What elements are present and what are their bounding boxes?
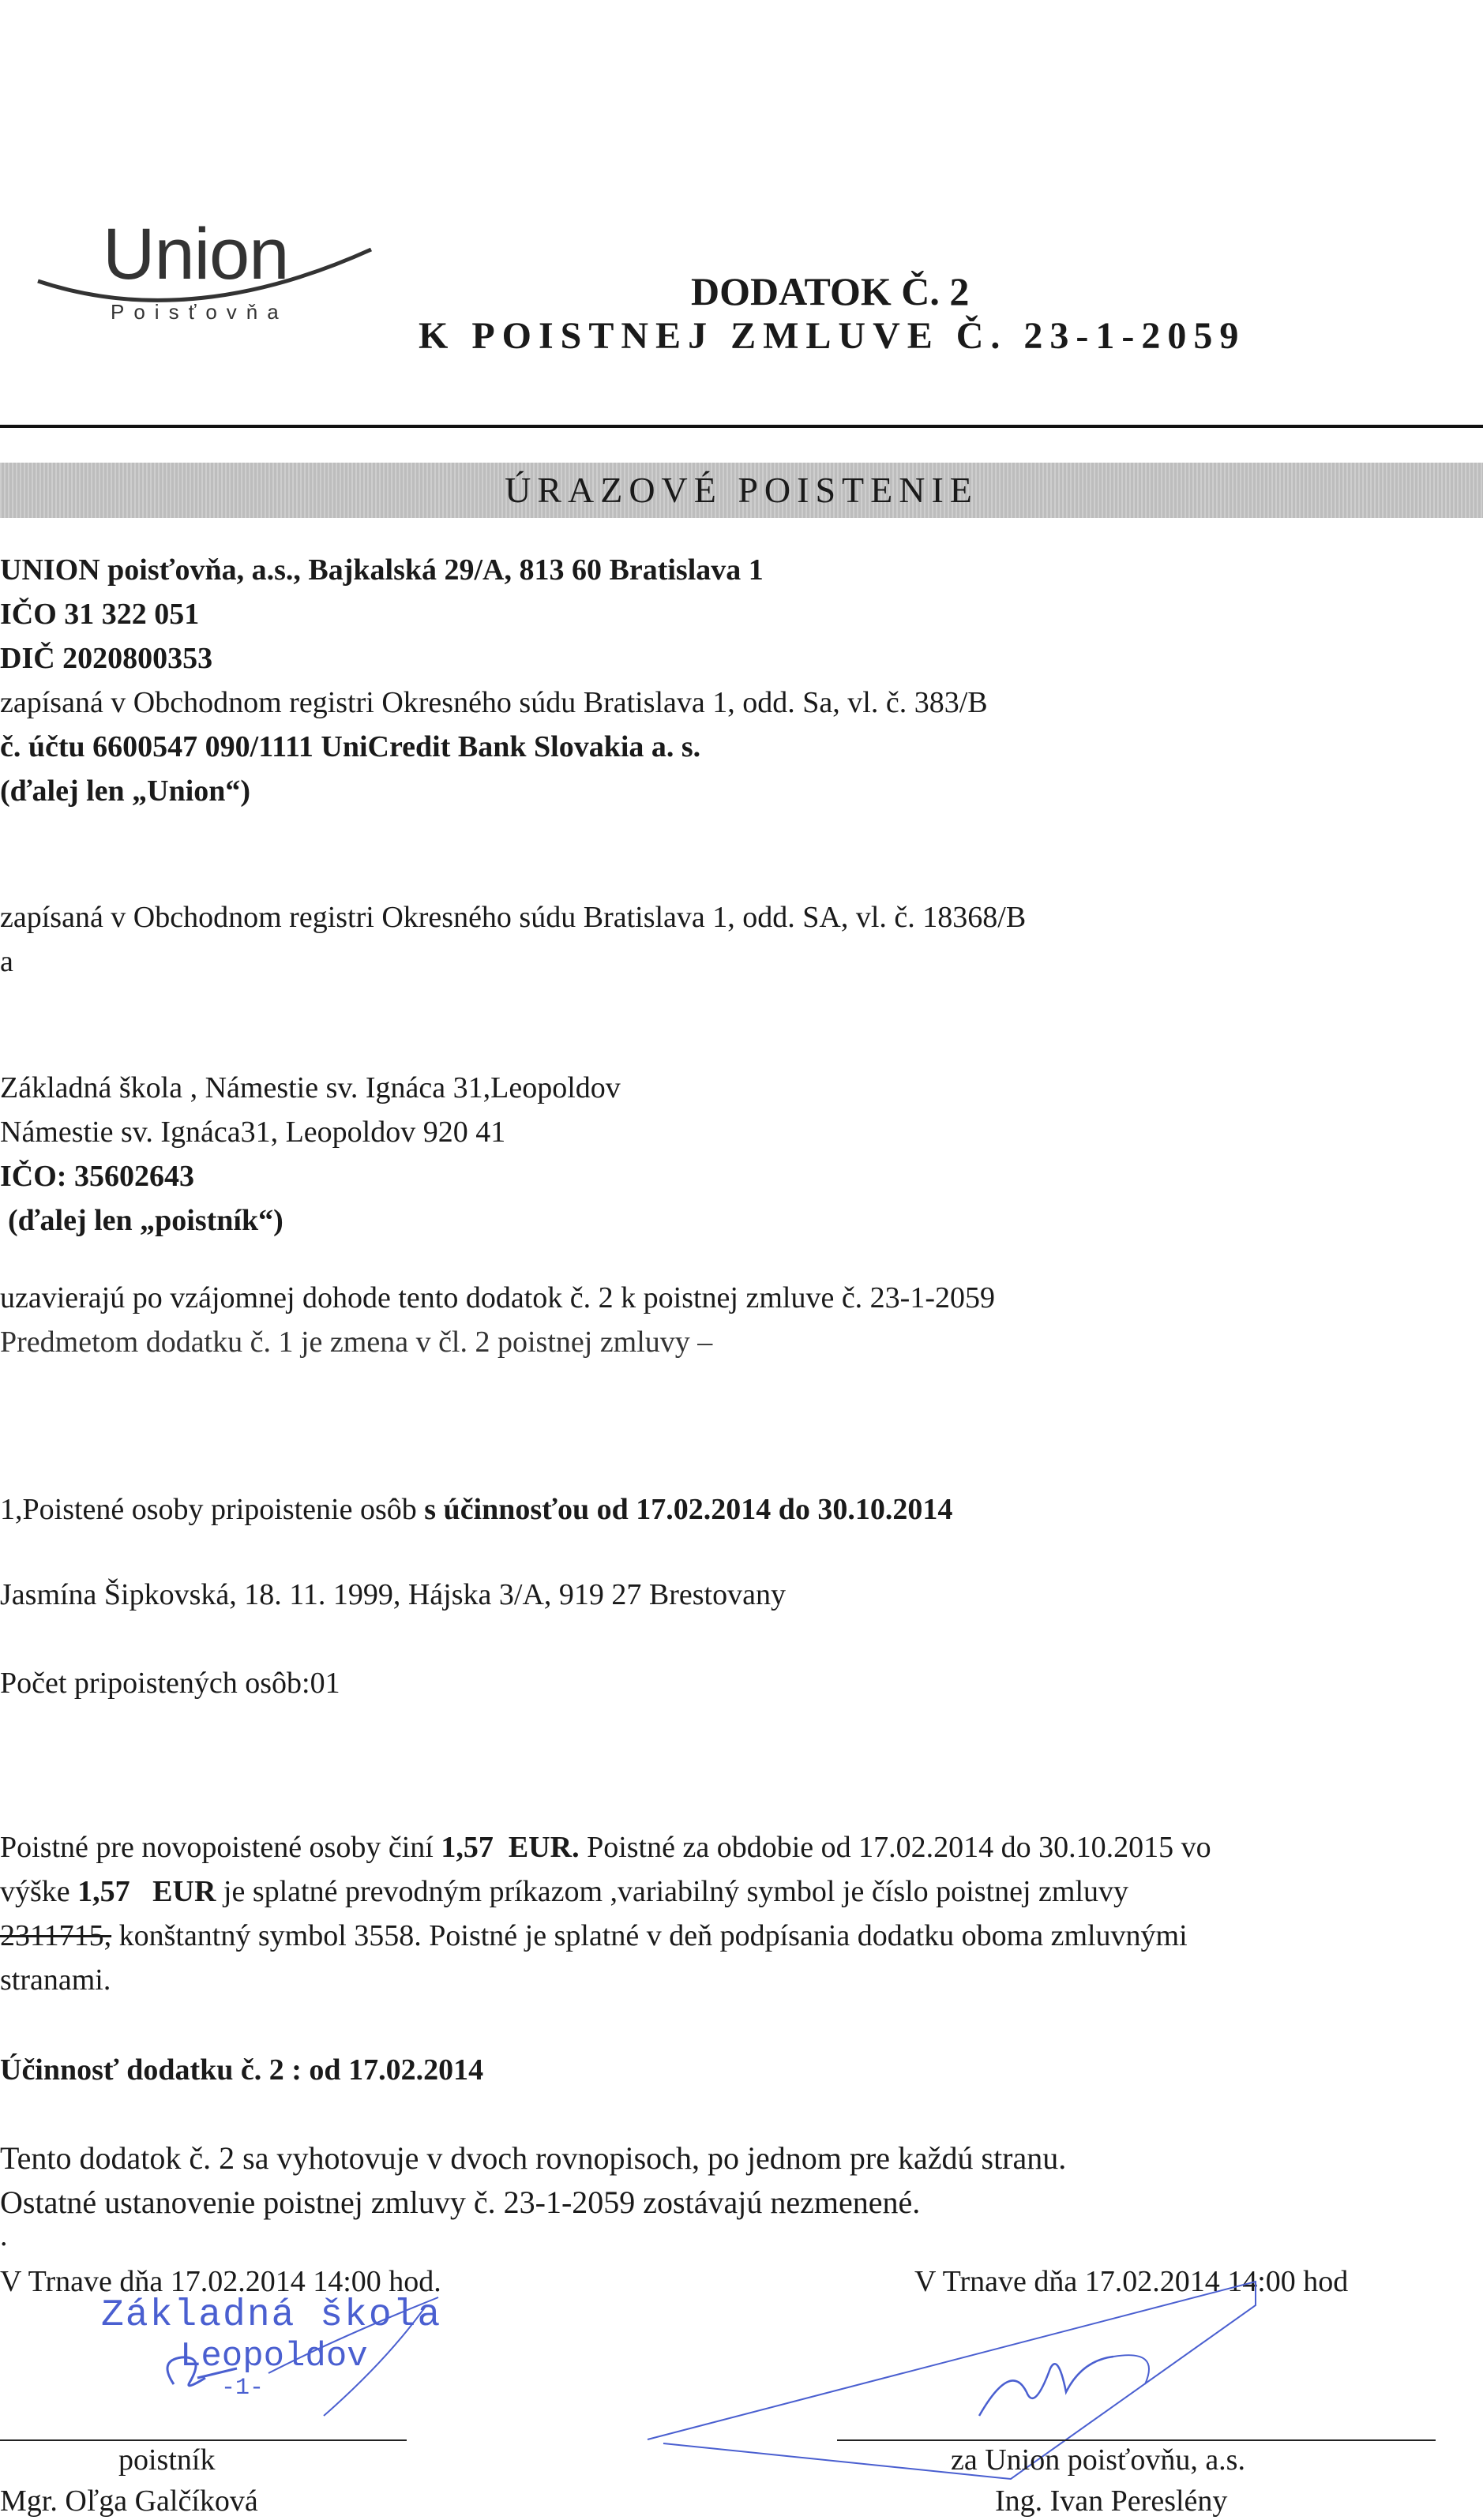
signatory-role-right: za Union poisťovňu, a.s. xyxy=(951,2443,1245,2477)
policyholder-address: Námestie sv. Ignáca31, Leopoldov 920 41 xyxy=(0,1116,506,1149)
handwritten-signature-left xyxy=(150,2289,450,2447)
insured-person: Jasmína Šipkovská, 18. 11. 1999, Hájska 3/A, 919 27 Brestovany xyxy=(0,1578,786,1611)
signature-line-left xyxy=(0,2439,407,2441)
union-logo xyxy=(32,213,379,347)
place-date-left: V Trnave dňa 17.02.2014 14:00 hod. xyxy=(0,2265,441,2298)
section-band-label: ÚRAZOVÉ POISTENIE xyxy=(505,470,978,510)
header-rule xyxy=(0,425,1483,428)
school-stamp-line-2: Leopoldov xyxy=(180,2337,368,2376)
closing-line-1: Tento dodatok č. 2 sa vyhotovuje v dvoch rovnopisoch, po jednom pre každú stranu. xyxy=(0,2140,1067,2176)
premium-line-4: stranami. xyxy=(0,1963,111,1997)
document-subtitle: K POISTNEJ ZMLUVE Č. 23-1-2059 xyxy=(419,315,1246,357)
place-date-right: V Trnave dňa 17.02.2014 14:00 hod xyxy=(914,2265,1349,2298)
premium-amount: 1,57 xyxy=(441,1831,494,1864)
insurer-dic: DIČ 2020800353 xyxy=(0,642,213,675)
stray-dot: . xyxy=(0,2219,8,2252)
premium-currency-2: EUR xyxy=(152,1875,216,1908)
item-1-prefix: 1,Poistené osoby pripoistenie osôb xyxy=(0,1493,417,1526)
premium-line-2 xyxy=(0,1874,1483,1911)
insurer-ico: IČO 31 322 051 xyxy=(0,598,200,631)
insurer-alias: (ďalej len „Union“) xyxy=(0,774,251,808)
signatory-name-right: Ing. Ivan Pereslény xyxy=(995,2484,1228,2518)
struck-variable-symbol: 2311715, xyxy=(0,1919,112,1952)
register-line-2: zapísaná v Obchodnom registri Okresného súdu Bratislava 1, odd. SA, vl. č. 18368/B xyxy=(0,901,1027,934)
logo-tagline: Poisťovňa xyxy=(111,300,288,324)
insurer-name: UNION poisťovňa, a.s., Bajkalská 29/A, 813 60 Bratislava 1 xyxy=(0,553,764,587)
insurer-register: zapísaná v Obchodnom registri Okresného súdu Bratislava 1, odd. Sa, vl. č. 383/B xyxy=(0,686,988,719)
school-stamp-line-3: -1- xyxy=(221,2375,265,2402)
logo-wordmark: Union xyxy=(103,214,289,294)
signatory-name-left: Mgr. Oľga Galčíková xyxy=(0,2484,258,2518)
signature-line-right xyxy=(837,2439,1436,2441)
item-1-period: s účinnosťou od 17.02.2014 do 30.10.2014 xyxy=(416,1493,953,1526)
policyholder-name: Základná škola , Námestie sv. Ignáca 31,Leopoldov xyxy=(0,1071,621,1104)
and-word: a xyxy=(0,945,13,978)
insurer-account: č. účtu 6600547 090/1111 UniCredit Bank Slovakia a. s. xyxy=(0,730,701,763)
premium-text-2: výške xyxy=(0,1875,78,1908)
signatory-role-left: poistník xyxy=(118,2443,216,2477)
premium-currency: EUR. xyxy=(508,1831,580,1864)
item-1 xyxy=(0,1492,952,1528)
effective-date: Účinnosť dodatku č. 2 : od 17.02.2014 xyxy=(0,2053,484,2087)
premium-text: Poistné pre novopoistené osoby činí xyxy=(0,1831,441,1864)
premium-payment-text: je splatné prevodným príkazom ,variabilný symbol je číslo poistnej zmluvy xyxy=(216,1875,1128,1908)
school-stamp-line-1: Základná škola xyxy=(101,2294,442,2337)
policyholder-ico: IČO: 35602643 xyxy=(0,1160,194,1193)
premium-period: Poistné za obdobie od 17.02.2014 do 30.10.2015 vo xyxy=(579,1831,1211,1864)
intro-line-1: uzavierajú po vzájomnej dohode tento dodatok č. 2 k poistnej zmluve č. 23-1-2059 xyxy=(0,1281,995,1314)
intro-line-2: Predmetom dodatku č. 1 je zmena v čl. 2 poistnej zmluvy – xyxy=(0,1326,713,1359)
document-title: DODATOK Č. 2 xyxy=(691,269,970,313)
premium-constant-symbol: konštantný symbol 3558. Poistné je splatné v deň podpísania dodatku oboma zmluvnými xyxy=(111,1919,1188,1952)
premium-line-1 xyxy=(0,1830,1211,1866)
premium-line-3 xyxy=(0,1918,1188,1955)
policyholder-alias: (ďalej len „poistník“) xyxy=(8,1204,283,1237)
premium-amount-2: 1,57 xyxy=(77,1875,130,1908)
closing-line-2: Ostatné ustanovenie poistnej zmluvy č. 23-1-2059 zostávajú nezmenené. xyxy=(0,2184,921,2220)
insured-count: Počet pripoistených osôb:01 xyxy=(0,1667,340,1700)
